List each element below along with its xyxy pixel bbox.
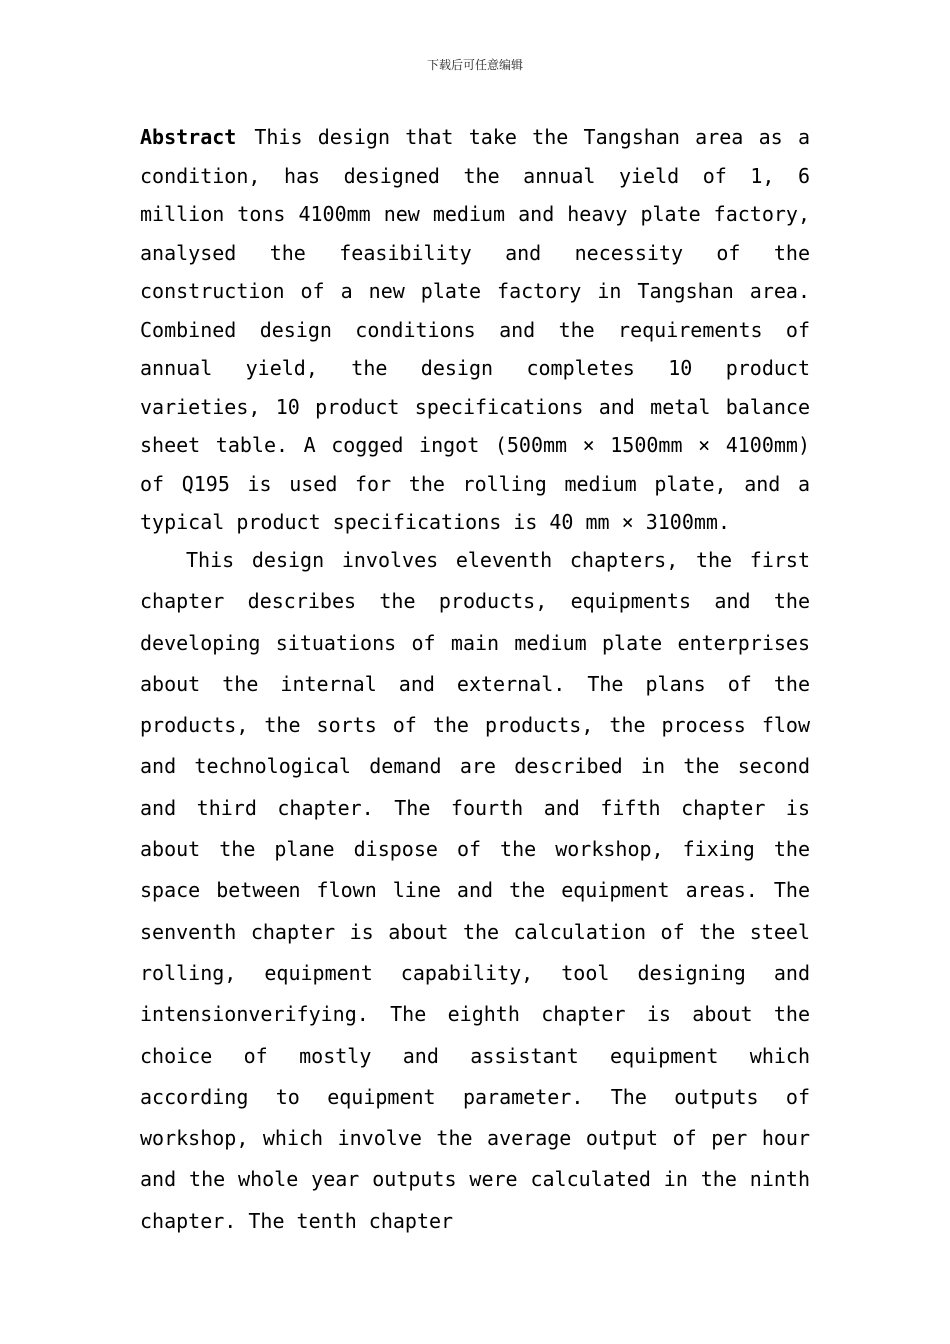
- page-header: 下载后可任意编辑: [426, 58, 523, 72]
- abstract-body: This design that take the Tangshan area as a condition, has designed the annual yield of 1, 6 million tons 4100mm new medium and heavy plate factory, analysed the feasibility and necessity of the construction of a new plate factory in Tangshan area. Combined design conditions and the requirements of annual yield, the design completes 10 product varieties, 10 product specifications and metal balance sheet table. A cogged ingot (500mm × 1500mm × 4100mm) of Q195 is used for the rolling medium plate, and a typical product specifications is 40 mm × 3100mm.: [140, 125, 810, 534]
- abstract-heading: Abstract: [140, 125, 237, 149]
- chapters-paragraph: This design involves eleventh chapters, the first chapter describes the products, equipments and the developing situations of main medium plate enterprises about the internal and external. The plans of the products, the sorts of the products, the process flow and technological demand are described in the second and third chapter. The fourth and fifth chapter is about the plane dispose of the workshop, fixing the space between flown line and the equipment areas. The senventh chapter is about the calculation of the steel rolling, equipment capability, tool designing and intensionverifying. The eighth chapter is about the choice of mostly and assistant equipment which according to equipment parameter. The outputs of workshop, which involve the average output of per hour and the whole year outputs were calculated in the ninth chapter. The tenth chapter: [140, 548, 810, 1233]
- abstract-paragraph: [140, 118, 810, 542]
